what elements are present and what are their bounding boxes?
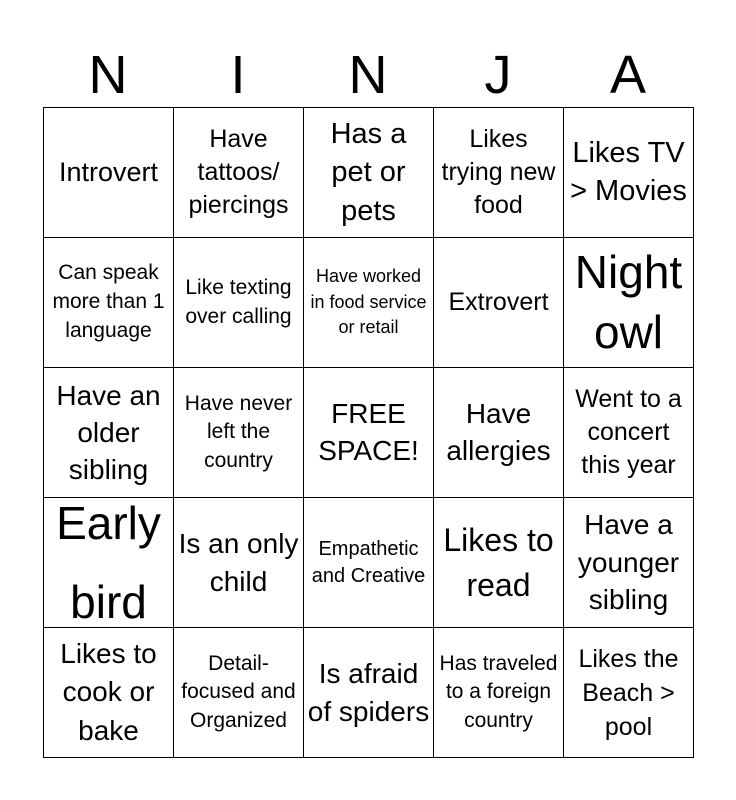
cell-text: Likes to cook or bake [60,637,157,746]
bingo-cell[interactable] [434,628,564,758]
cell-text: Early bird [56,498,161,628]
bingo-cell[interactable] [564,108,694,238]
bingo-cell[interactable] [434,108,564,238]
cell-text: Can speak more than 1 language [52,261,165,342]
bingo-cell[interactable] [44,368,174,498]
bingo-cell[interactable] [44,628,174,758]
cell-text: FREE SPACE! [318,398,419,466]
cell-text: Has a pet or pets [330,117,407,227]
bingo-cell[interactable] [174,628,304,758]
header-letter-j: J [484,45,512,105]
bingo-cell free-space[interactable] [304,368,434,498]
cell-text: Likes to read [443,522,554,603]
cell-text: Likes the Beach > pool [578,644,679,741]
bingo-cell[interactable] [564,628,694,758]
bingo-cell[interactable] [44,498,174,628]
cell-text: Have a younger sibling [577,508,680,616]
bingo-cell[interactable] [304,628,434,758]
bingo-cell[interactable] [174,108,304,238]
bingo-board [43,107,694,758]
cell-text: Went to a concert this year [575,384,682,480]
cell-text: Have never left the country [184,391,293,472]
header-letter-n: N [88,45,128,105]
bingo-cell[interactable] [304,498,434,628]
header-letter-n-second: N [348,45,388,105]
bingo-header [43,44,693,106]
cell-text: Have tattoos/ piercings [188,125,289,219]
cell-text: Extrovert [448,288,549,317]
bingo-cell[interactable] [564,498,694,628]
cell-text: Detail-focused and Organized [181,651,296,732]
bingo-cell[interactable] [564,238,694,368]
bingo-cell[interactable] [434,368,564,498]
bingo-cell[interactable] [304,238,434,368]
cell-text: Have an older sibling [56,379,161,486]
bingo-cell[interactable] [174,498,304,628]
cell-text: Introvert [58,156,159,187]
cell-text: Has traveled to a foreign country [439,651,558,732]
header-letter-a: A [609,45,647,105]
cell-text: Have allergies [446,398,551,466]
bingo-cell[interactable] [44,238,174,368]
bingo-cell[interactable] [44,108,174,238]
header-letter-i: I [230,45,246,105]
bingo-cell[interactable] [304,108,434,238]
cell-text: Empathetic and Creative [311,537,426,587]
bingo-cell[interactable] [434,498,564,628]
cell-text: Is afraid of spiders [307,657,430,727]
bingo-cell[interactable] [434,238,564,368]
bingo-cell[interactable] [564,368,694,498]
cell-text: Have worked in food service or retail [310,266,427,338]
cell-text: Night owl [574,245,683,358]
cell-text: Likes trying new food [441,124,556,220]
bingo-cell[interactable] [174,238,304,368]
bingo-cell[interactable] [174,368,304,498]
cell-text: Likes TV > Movies [570,136,687,207]
cell-text: Is an only child [178,527,299,597]
cell-text: Like texting over calling [185,275,292,328]
